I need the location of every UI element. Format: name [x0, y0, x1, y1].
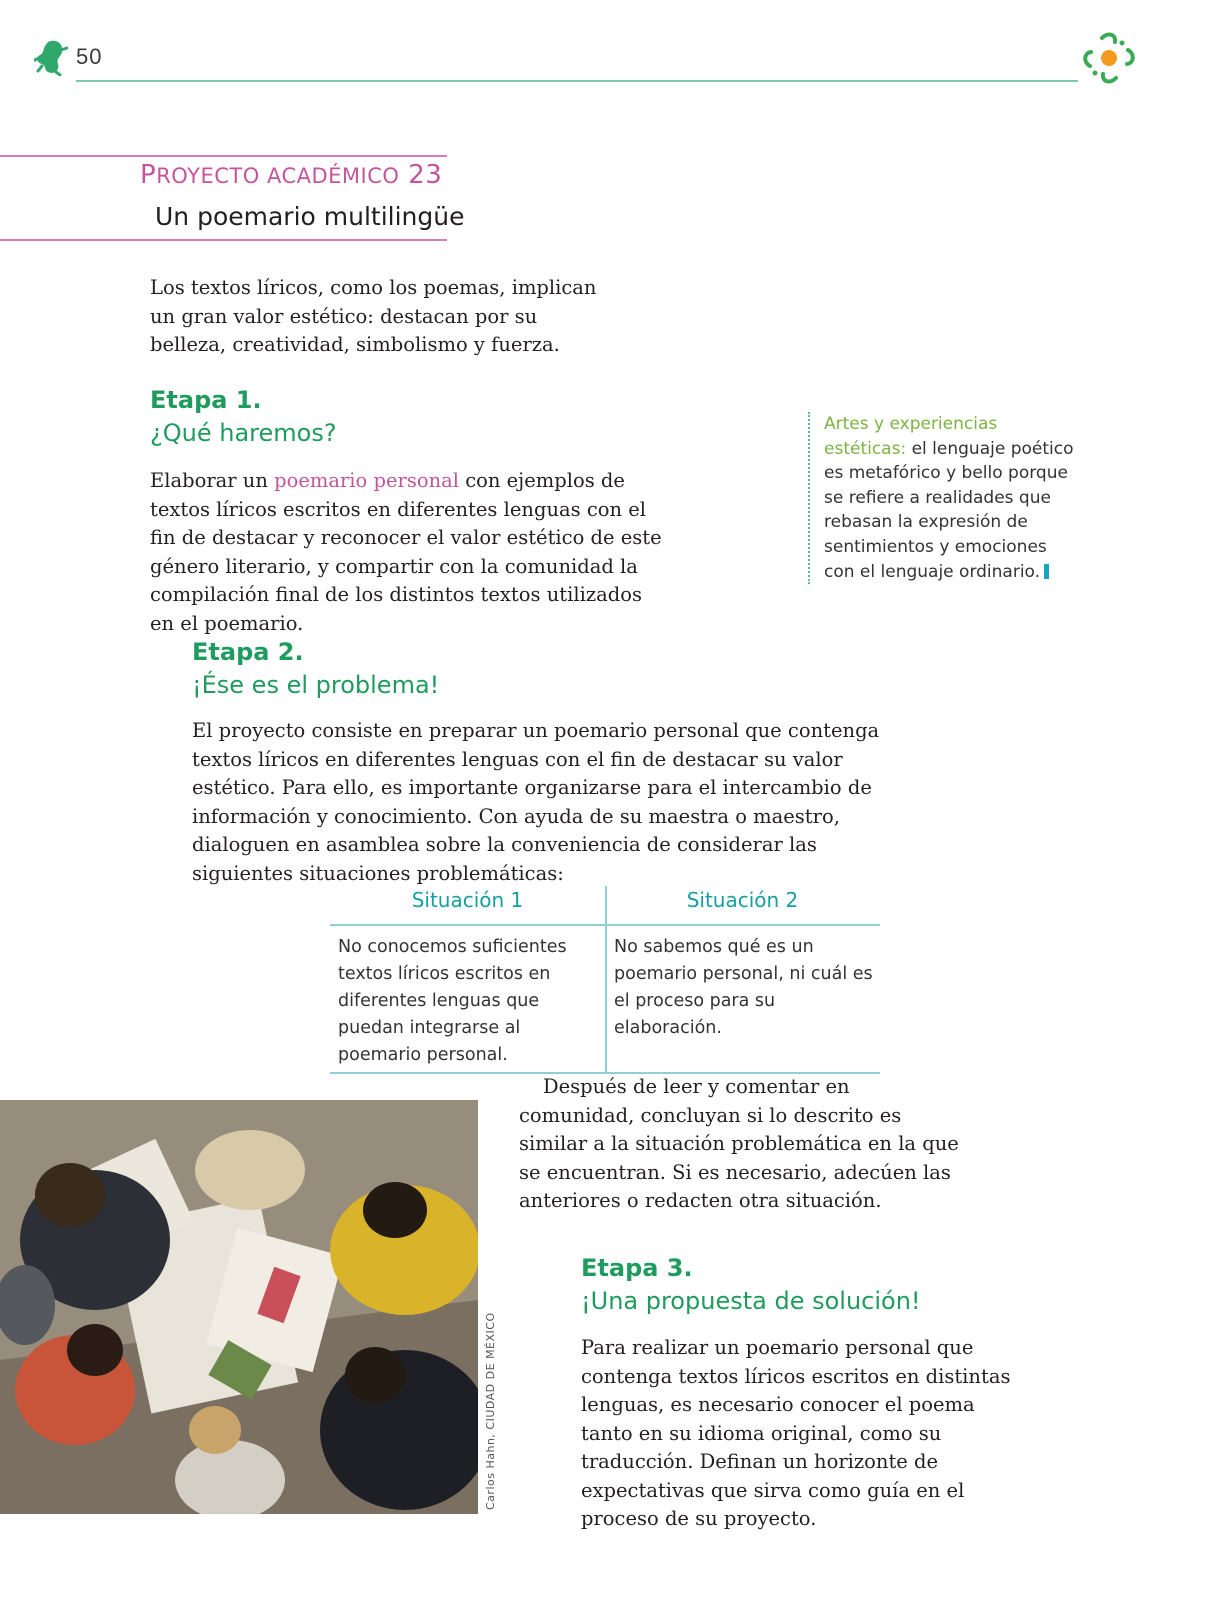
students-photo: [0, 1100, 478, 1514]
side-note: [808, 412, 1074, 584]
stage2-title: ¡Ése es el problema!: [192, 671, 440, 699]
end-mark: [1044, 564, 1049, 579]
page-number: 50: [76, 44, 103, 69]
intro-paragraph: Los textos líricos, como los poemas, implican un gran valor estético: destacan por su belleza, creatividad, simbolismo y fuerza.: [150, 276, 597, 356]
side-note-text: el lenguaje poético es metafórico y bello porque se refiere a realidades que rebasan la expresión de sentimientos y emociones con el lenguaje ordinario.: [824, 438, 1074, 582]
poemario-personal-highlight: poemario personal: [274, 469, 459, 492]
stage3-title: ¡Una propuesta de solución!: [581, 1287, 921, 1315]
table-cell-situation-1: No conocemos suficientes textos líricos escritos en diferentes lenguas que puedan integrarse al poemario personal.: [338, 937, 567, 1065]
green-lizard-icon: [34, 38, 68, 76]
situations-table: [330, 888, 880, 1074]
photo-credit: Carlos Hahn, CIUDAD DE MÉXICO: [484, 1312, 497, 1510]
table-header-situation-2: Situación 2: [686, 888, 799, 912]
project-subtitle: Un poemario multilingüe: [155, 202, 465, 231]
project-title: PROYECTO ACADÉMICO 23: [140, 160, 443, 190]
stage1-paragraph: Elaborar un poemario personal con ejemplos de textos líricos escritos en diferentes lenguas con el fin de destacar y reconocer el valor estético de este género literario, y compartir con la comunidad la compilación final de los distintos textos utilizados en el poemario.: [150, 469, 662, 635]
side-note-label: Artes y experiencias estéticas:: [824, 414, 998, 459]
table-header-situation-1: Situación 1: [411, 888, 524, 912]
stage1-label: Etapa 1.: [150, 386, 262, 414]
stage2-label: Etapa 2.: [192, 638, 304, 666]
stage1-title: ¿Qué haremos?: [150, 419, 337, 447]
after-table-paragraph: Después de leer y comentar en comunidad, concluyan si lo descrito es similar a la situación problemática en la que se encuentran. Si es necesario, adecúen las anteriores o redacten otra situación.: [519, 1075, 959, 1212]
stage3-paragraph: Para realizar un poemario personal que contenga textos líricos escritos en distintas lenguas, es necesario conocer el poema tanto en su idioma original, como su traducción. Definan un horizonte de expectativas que sirva como guía en el proceso de su proyecto.: [581, 1336, 1011, 1530]
title-rule-bottom: [0, 239, 447, 241]
stage3-heading: [581, 1252, 921, 1318]
flower-ornament-icon: [1082, 30, 1136, 86]
stage1-heading: [150, 384, 337, 450]
stage2-paragraph: El proyecto consiste en preparar un poemario personal que contenga textos líricos en diferentes lenguas con el fin de destacar su valor estético. Para ello, es importante organizarse para el intercambio de información y conocimiento. Con ayuda de su maestra o maestro, dialoguen en asamblea sobre la conveniencia de considerar las siguientes situaciones problemáticas:: [192, 719, 880, 885]
stage2-heading: [192, 636, 439, 702]
table-column-divider: [605, 886, 607, 1074]
stage3-label: Etapa 3.: [581, 1254, 693, 1282]
header-rule: [76, 80, 1078, 82]
title-rule-top: [0, 155, 447, 157]
table-cell-situation-2: No sabemos qué es un poemario personal, ni cuál es el proceso para su elaboración.: [614, 937, 873, 1038]
